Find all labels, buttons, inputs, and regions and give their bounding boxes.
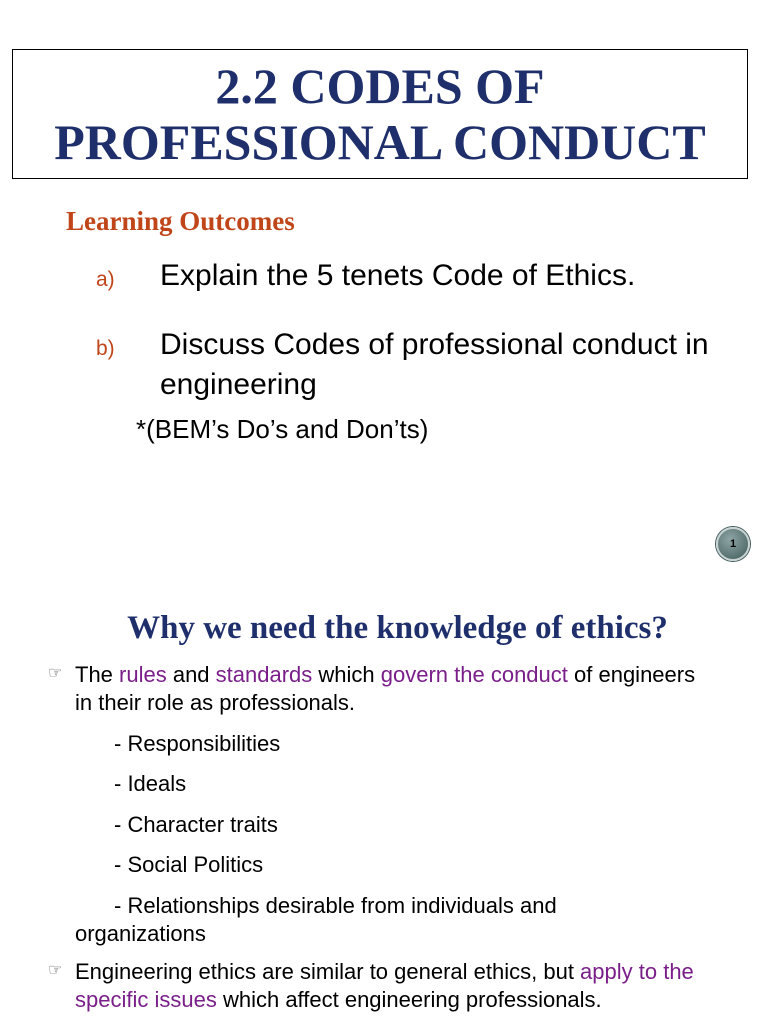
bullet-1-text: The rules and standards which govern the conduct of engineers in their role as professionals. bbox=[75, 662, 696, 715]
sub-item-social-politics: - Social Politics bbox=[114, 852, 264, 877]
sub-item-relationships: - Relationships desirable from individuals and organizations bbox=[75, 893, 557, 946]
slide-2-heading: Why we need the knowledge of ethics? bbox=[127, 610, 668, 646]
page-number-badge bbox=[716, 527, 750, 561]
highlight-rules: rules bbox=[119, 662, 167, 687]
highlight-standards: standards bbox=[215, 662, 313, 687]
outcome-a-marker: a) bbox=[96, 268, 115, 291]
title-box bbox=[12, 49, 748, 179]
outcome-a-text: Explain the 5 tenets Code of Ethics. bbox=[160, 259, 636, 292]
bem-note: *(BEM’s Do’s and Don’ts) bbox=[136, 414, 429, 444]
outcome-b-text: Discuss Codes of professional conduct in engineering bbox=[160, 328, 709, 401]
outcome-b-marker: b) bbox=[96, 337, 115, 360]
highlight-govern-conduct: govern the conduct bbox=[380, 662, 568, 687]
pointing-hand-icon: ☞ bbox=[48, 962, 63, 979]
bullet-2-text: Engineering ethics are similar to general ethics, but apply to the specific issues which affect engineering professionals. bbox=[75, 959, 694, 1012]
sub-item-character-traits: - Character traits bbox=[114, 812, 278, 837]
learning-outcomes-heading: Learning Outcomes bbox=[66, 206, 295, 236]
pointing-hand-icon: ☞ bbox=[48, 665, 63, 682]
slide-title-line-1: 2.2 CODES OF bbox=[215, 58, 545, 114]
highlight-specific-issues: apply to the specific issues bbox=[75, 959, 694, 1012]
sub-item-ideals: - Ideals bbox=[114, 771, 187, 796]
sub-item-responsibilities: - Responsibilities bbox=[114, 731, 281, 756]
slide-2 bbox=[0, 580, 768, 1024]
slide-title-line-2: PROFESSIONAL CONDUCT bbox=[54, 114, 706, 170]
page-number: 1 bbox=[729, 538, 737, 550]
